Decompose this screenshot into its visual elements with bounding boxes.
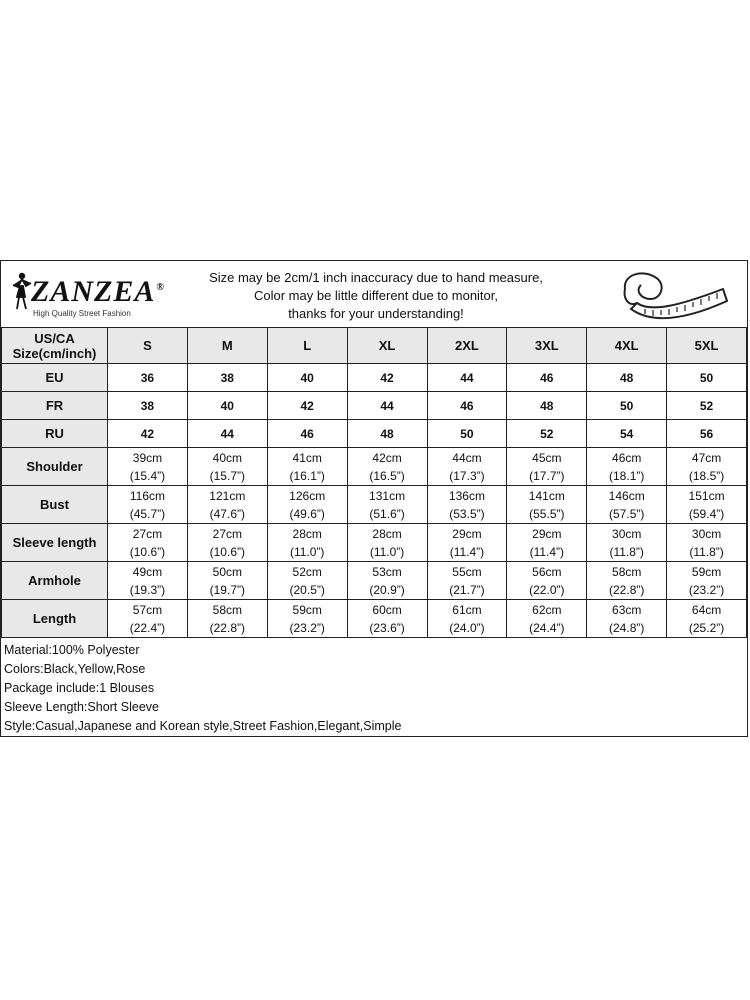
measurement-cm: 61cm xyxy=(452,602,482,617)
measurement-cm: 58cm xyxy=(612,564,642,579)
measurement-inch: (11.4”) xyxy=(449,544,485,559)
measurement-cell xyxy=(587,486,667,524)
measuring-tape-icon xyxy=(611,265,731,323)
measurement-cm: 59cm xyxy=(691,564,722,579)
size-value-cell: 48 xyxy=(587,364,667,392)
size-header-cell: M xyxy=(187,328,267,364)
measurement-cell xyxy=(187,524,267,562)
measurement-cell xyxy=(187,486,267,524)
measurement-cell xyxy=(347,562,427,600)
row-label: Length xyxy=(2,600,108,638)
size-value-cell: 56 xyxy=(667,420,747,448)
measurement-cell xyxy=(667,448,747,486)
size-value-cell: 54 xyxy=(587,420,667,448)
measurement-inch: (11.0”) xyxy=(289,544,325,559)
measurement-inch: (19.3”) xyxy=(129,582,166,597)
size-header-cell: S xyxy=(108,328,188,364)
measurement-cell xyxy=(427,600,507,638)
measurement-inch: (25.2”) xyxy=(688,620,725,635)
measurement-row xyxy=(2,600,747,638)
measurement-cm: 53cm xyxy=(372,564,402,579)
measurement-cell xyxy=(267,448,347,486)
measurement-cell xyxy=(347,486,427,524)
measurement-cell xyxy=(507,524,587,562)
measurement-inch: (23.6”) xyxy=(369,620,405,635)
measurement-cell xyxy=(347,600,427,638)
measurement-cell xyxy=(587,448,667,486)
measurement-cell xyxy=(587,524,667,562)
measurement-row xyxy=(2,448,747,486)
row-label: FR xyxy=(2,392,108,420)
measurement-cell xyxy=(267,486,347,524)
measurement-inch: (11.8”) xyxy=(689,544,724,559)
measurement-inch: (18.1”) xyxy=(609,468,645,483)
measurement-cm: 59cm xyxy=(292,602,322,617)
size-header-cell: L xyxy=(267,328,347,364)
row-label: Shoulder xyxy=(2,448,108,486)
measurement-inch: (53.5”) xyxy=(449,506,485,521)
size-header-cell: 4XL xyxy=(587,328,667,364)
size-value-cell: 50 xyxy=(667,364,747,392)
measurement-cm: 41cm xyxy=(292,450,322,465)
measurement-cm: 57cm xyxy=(132,602,163,617)
measurement-inch: (19.7”) xyxy=(209,582,245,597)
size-value-cell: 48 xyxy=(507,392,587,420)
measurement-inch: (11.0”) xyxy=(369,544,405,559)
row-label: EU xyxy=(2,364,108,392)
measurement-cell xyxy=(187,562,267,600)
measurement-cm: 126cm xyxy=(289,488,326,503)
size-value-cell: 44 xyxy=(347,392,427,420)
measurement-inch: (18.5”) xyxy=(688,468,725,483)
notice-line: thanks for your understanding! xyxy=(288,306,464,321)
measurement-cm: 39cm xyxy=(132,450,163,465)
measurement-inch: (17.7”) xyxy=(529,468,565,483)
size-header-label: US/CA Size(cm/inch) xyxy=(2,328,108,364)
measurement-inch: (11.4”) xyxy=(529,544,565,559)
measurement-inch: (59.4”) xyxy=(688,506,725,521)
measurement-cell xyxy=(507,486,587,524)
size-value-cell: 46 xyxy=(267,420,347,448)
size-value-cell: 46 xyxy=(427,392,507,420)
measurement-cm: 116cm xyxy=(129,488,165,503)
size-header-cell: 3XL xyxy=(507,328,587,364)
notice-line: Size may be 2cm/1 inch inaccuracy due to hand measure, xyxy=(209,270,543,285)
brand-tagline: High Quality Street Fashion xyxy=(33,309,131,318)
measurement-cm: 47cm xyxy=(691,450,722,465)
product-details xyxy=(1,637,747,740)
size-value-cell: 42 xyxy=(347,364,427,392)
size-header-cell: 2XL xyxy=(427,328,507,364)
measurement-cell xyxy=(427,448,507,486)
row-label: Bust xyxy=(2,486,108,524)
measurement-cm: 28cm xyxy=(372,526,402,541)
measurement-cm: 44cm xyxy=(452,450,482,465)
measurement-inch: (24.8”) xyxy=(609,620,645,635)
measurement-cell xyxy=(347,524,427,562)
size-value-cell: 38 xyxy=(108,392,188,420)
measurement-cell xyxy=(267,562,347,600)
measurement-cm: 50cm xyxy=(212,564,242,579)
measurement-inch: (15.4”) xyxy=(129,468,166,483)
detail-line: Material:100% Polyester xyxy=(4,643,140,657)
measurement-cm: 40cm xyxy=(212,450,242,465)
measurement-cell xyxy=(507,562,587,600)
size-value-cell: 42 xyxy=(267,392,347,420)
measurement-cm: 60cm xyxy=(372,602,402,617)
detail-line: Package include:1 Blouses xyxy=(4,681,155,695)
size-value-cell: 52 xyxy=(667,392,747,420)
measurement-cm: 45cm xyxy=(532,450,562,465)
measurement-cell xyxy=(187,448,267,486)
measurement-inch: (20.5”) xyxy=(289,582,325,597)
measurement-inch: (22.8”) xyxy=(609,582,645,597)
measurement-cell xyxy=(427,486,507,524)
size-value-cell: 50 xyxy=(587,392,667,420)
measurement-row xyxy=(2,486,747,524)
measurement-inch: (47.6”) xyxy=(209,506,245,521)
detail-line: Style:Casual,Japanese and Korean style,Street Fashion,Elegant,Simple xyxy=(4,719,402,733)
measurement-cell xyxy=(667,524,747,562)
measurement-cm: 141cm xyxy=(528,488,565,503)
measurement-inch: (16.5”) xyxy=(369,468,405,483)
measurement-inch: (57.5”) xyxy=(609,506,645,521)
row-label: RU xyxy=(2,420,108,448)
measurement-inch: (16.1”) xyxy=(289,468,325,483)
measurement-inch: (22.4”) xyxy=(129,620,166,635)
measurement-cell xyxy=(507,600,587,638)
measurement-cell xyxy=(267,600,347,638)
measurement-inch: (22.0”) xyxy=(529,582,565,597)
measurement-cell xyxy=(507,448,587,486)
measurement-cm: 58cm xyxy=(212,602,242,617)
size-header-row xyxy=(2,328,747,364)
measurement-cm: 28cm xyxy=(292,526,322,541)
measurement-inch: (10.6”) xyxy=(209,544,245,559)
measurement-cell xyxy=(587,562,667,600)
measurement-inch: (55.5”) xyxy=(529,506,565,521)
measurement-row xyxy=(2,524,747,562)
measurement-cell xyxy=(108,524,188,562)
region-size-row xyxy=(2,364,747,392)
size-header-cell: 5XL xyxy=(667,328,747,364)
measurement-cm: 52cm xyxy=(292,564,322,579)
measurement-cell xyxy=(187,600,267,638)
measurement-cell xyxy=(108,486,188,524)
row-label: Armhole xyxy=(2,562,108,600)
measurement-inch: (21.7”) xyxy=(449,582,485,597)
measurement-inch: (51.6”) xyxy=(369,506,405,521)
measurement-inch: (23.2”) xyxy=(688,582,725,597)
measurement-cell xyxy=(587,600,667,638)
size-value-cell: 44 xyxy=(427,364,507,392)
measurement-inch: (24.4”) xyxy=(529,620,565,635)
detail-line: Sleeve Length:Short Sleeve xyxy=(4,700,159,714)
measurement-cell xyxy=(427,562,507,600)
measurement-cm: 146cm xyxy=(608,488,645,503)
measurement-inch: (22.8”) xyxy=(209,620,245,635)
measurement-inch: (49.6”) xyxy=(289,506,325,521)
measurement-cell xyxy=(267,524,347,562)
measurement-cell xyxy=(108,562,188,600)
size-value-cell: 48 xyxy=(347,420,427,448)
measurement-cm: 63cm xyxy=(612,602,642,617)
measurement-cm: 55cm xyxy=(452,564,482,579)
size-value-cell: 40 xyxy=(267,364,347,392)
brand-name: ZANZEA® xyxy=(31,275,165,308)
brand-logo xyxy=(5,267,165,323)
size-table xyxy=(1,327,747,638)
row-label: Sleeve length xyxy=(2,524,108,562)
region-size-row xyxy=(2,392,747,420)
dancer-figure-icon xyxy=(9,271,33,311)
measurement-cm: 49cm xyxy=(132,564,163,579)
measurement-cm: 151cm xyxy=(688,488,725,503)
size-value-cell: 36 xyxy=(108,364,188,392)
measurement-inch: (15.7”) xyxy=(209,468,245,483)
measurement-cell xyxy=(667,486,747,524)
measurement-inch: (17.3”) xyxy=(449,468,485,483)
size-value-cell: 38 xyxy=(187,364,267,392)
measurement-inch: (10.6”) xyxy=(129,544,166,559)
measurement-cm: 42cm xyxy=(372,450,402,465)
notice-line: Color may be little different due to monitor, xyxy=(254,288,498,303)
size-value-cell: 52 xyxy=(507,420,587,448)
measurement-cell xyxy=(667,600,747,638)
measurement-cm: 29cm xyxy=(532,526,562,541)
size-header-cell: XL xyxy=(347,328,427,364)
measurement-cm: 56cm xyxy=(532,564,562,579)
measurement-cm: 121cm xyxy=(209,488,246,503)
detail-line: Colors:Black,Yellow,Rose xyxy=(4,662,146,676)
size-value-cell: 44 xyxy=(187,420,267,448)
measurement-cell xyxy=(108,448,188,486)
measurement-notice xyxy=(201,269,551,323)
measurement-cm: 27cm xyxy=(132,526,163,541)
size-value-cell: 40 xyxy=(187,392,267,420)
measurement-cell xyxy=(347,448,427,486)
measurement-inch: (45.7”) xyxy=(129,506,166,521)
measurement-cm: 30cm xyxy=(691,526,722,541)
measurement-cm: 131cm xyxy=(369,488,406,503)
measurement-inch: (23.2”) xyxy=(289,620,325,635)
measurement-cm: 62cm xyxy=(532,602,562,617)
region-size-row xyxy=(2,420,747,448)
measurement-cm: 27cm xyxy=(212,526,242,541)
measurement-cm: 64cm xyxy=(691,602,722,617)
measurement-cm: 29cm xyxy=(452,526,482,541)
size-value-cell: 50 xyxy=(427,420,507,448)
measurement-inch: (11.8”) xyxy=(609,544,644,559)
measurement-cm: 46cm xyxy=(612,450,642,465)
measurement-cell xyxy=(427,524,507,562)
measurement-cell xyxy=(667,562,747,600)
measurement-inch: (24.0”) xyxy=(449,620,485,635)
size-value-cell: 42 xyxy=(108,420,188,448)
measurement-row xyxy=(2,562,747,600)
measurement-cm: 136cm xyxy=(448,488,485,503)
size-chart xyxy=(0,260,748,737)
measurement-cm: 30cm xyxy=(612,526,642,541)
size-value-cell: 46 xyxy=(507,364,587,392)
measurement-cell xyxy=(108,600,188,638)
size-chart-header xyxy=(1,261,747,328)
measurement-inch: (20.9”) xyxy=(369,582,405,597)
